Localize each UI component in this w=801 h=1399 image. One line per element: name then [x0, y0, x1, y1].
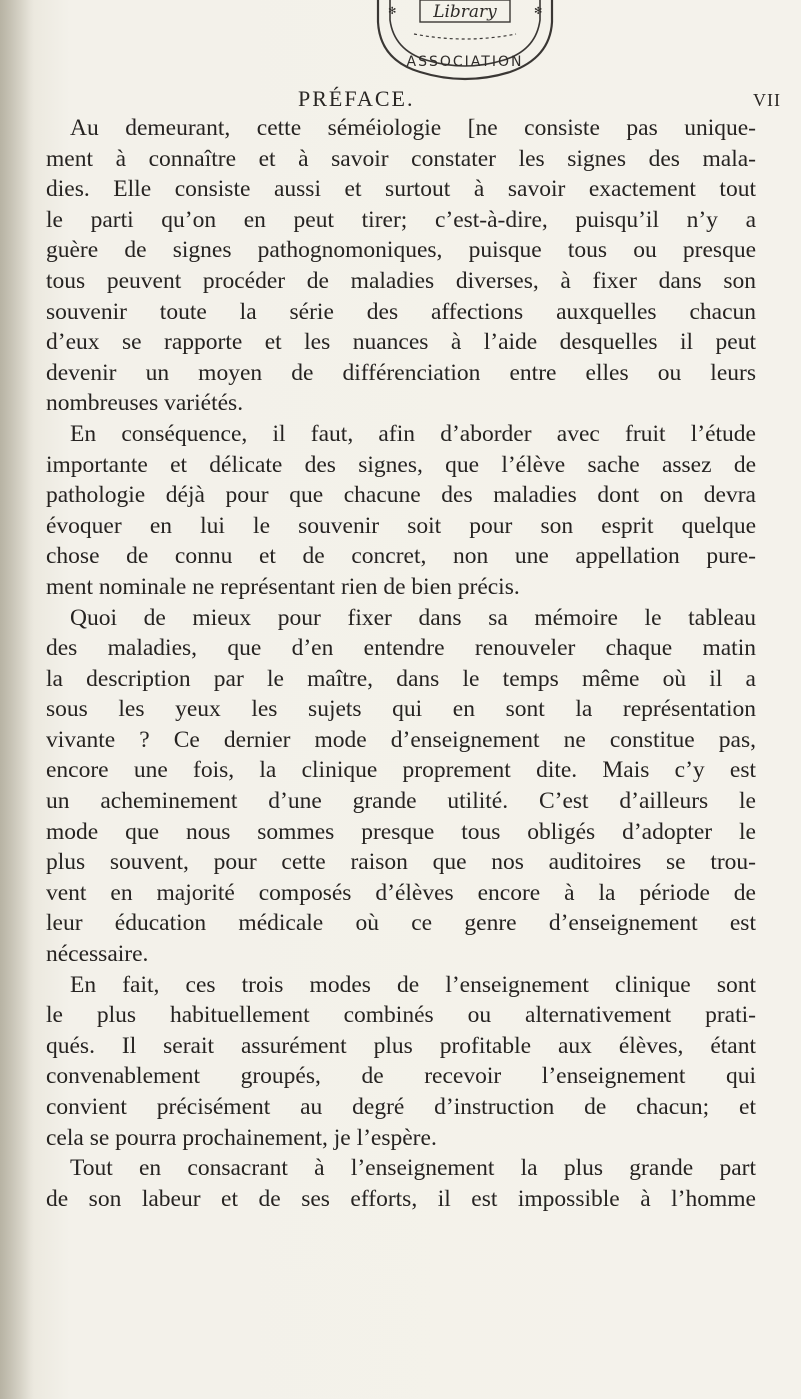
text-line: mode que nous sommes presque tous obligés d’adopter le [46, 818, 756, 845]
library-stamp-seal [360, 0, 570, 92]
text-line: le plus habituellement combinés ou alternativement prati- [46, 1002, 756, 1029]
text-line: importante et délicate des signes, que l’élève sache assez de [46, 451, 756, 478]
text-line: la description par le maître, dans le temps même où il a [46, 665, 756, 692]
text-line: leur éducation médicale où ce genre d’enseignement est [46, 910, 756, 937]
svg-text:Library: Library [433, 2, 497, 22]
text-line: qués. Il serait assurément plus profitable aux élèves, étant [46, 1032, 756, 1059]
text-line: encore une fois, la clinique proprement dite. Mais c’y est [46, 757, 756, 784]
text-line: souvenir toute la série des affections auxquelles chacun [46, 298, 756, 325]
body-text [46, 113, 756, 1214]
text-line: devenir un moyen de différenciation entre elles ou leurs [46, 359, 756, 386]
page-number: VII [753, 90, 781, 110]
text-line: évoquer en lui le souvenir soit pour son esprit quelque [46, 512, 756, 539]
text-line: nécessaire. [46, 941, 149, 968]
svg-text:ASSOCIATION: ASSOCIATION [406, 54, 524, 70]
text-line: convenablement groupés, de recevoir l’enseignement qui [46, 1063, 756, 1090]
text-line: vivante ? Ce dernier mode d’enseignement ne constitue pas, [46, 726, 756, 753]
text-line: Au demeurant, cette séméiologie [ne consiste pas unique- [70, 115, 756, 141]
running-header [0, 86, 801, 116]
text-line: cela se pourra prochainement, je l’espère. [46, 1124, 437, 1151]
text-line: tous peuvent procéder de maladies diverses, à fixer dans son [46, 267, 756, 294]
text-line: le parti qu’on en peut tirer; c’est-à-dire, puisqu’il n’y a [46, 206, 756, 233]
text-line: Tout en consacrant à l’enseignement la plus grande part [70, 1155, 756, 1182]
text-line: En conséquence, il faut, afin d’aborder avec fruit l’étude [70, 420, 756, 447]
page-gutter-shadow [0, 0, 34, 1399]
text-line: plus souvent, pour cette raison que nos auditoires se trou- [46, 849, 756, 876]
text-line: En fait, ces trois modes de l’enseignement clinique sont [70, 971, 756, 998]
text-line: ment à connaître et à savoir constater les signes des mala- [46, 145, 756, 172]
text-line: nombreuses variétés. [46, 390, 244, 417]
text-line: guère de signes pathognomoniques, puisque tous ou presque [46, 237, 756, 264]
svg-text:✻: ✻ [388, 6, 397, 17]
running-title: PRÉFACE. [298, 86, 415, 111]
text-line: chose de connu et de concret, non une appellation pure- [46, 543, 756, 570]
text-line: sous les yeux les sujets qui en sont la représentation [46, 696, 756, 723]
text-line: dies. Elle consiste aussi et surtout à savoir exactement tout [46, 176, 756, 203]
text-line: un acheminement d’une grande utilité. C’est d’ailleurs le [46, 788, 756, 815]
text-line: Quoi de mieux pour fixer dans sa mémoire le tableau [70, 604, 756, 631]
text-line: d’eux se rapporte et les nuances à l’aide desquelles il peut [46, 329, 756, 356]
text-line: de son labeur et de ses efforts, il est impossible à l’homme [46, 1185, 756, 1212]
text-line: ment nominale ne représentant rien de bien précis. [46, 573, 520, 600]
text-line: convient précisément au degré d’instruction de chacun; et [46, 1094, 756, 1120]
text-line: des maladies, que d’en entendre renouveler chaque matin [46, 635, 756, 662]
text-line: pathologie déjà pour que chacune des maladies dont on devra [46, 482, 756, 509]
svg-text:✻: ✻ [534, 6, 543, 17]
text-line: vent en majorité composés d’élèves encore à la période de [46, 879, 756, 906]
